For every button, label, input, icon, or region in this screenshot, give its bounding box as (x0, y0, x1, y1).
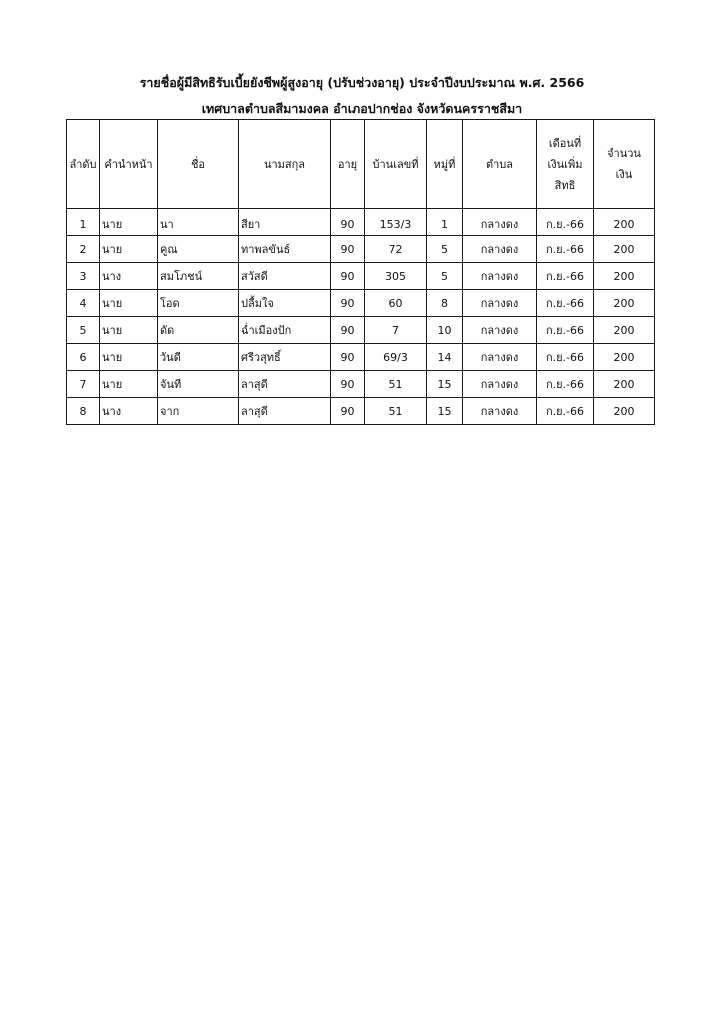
cell-house-no: 69/3 (365, 344, 427, 371)
cell-village: 5 (427, 263, 463, 290)
cell-first-name: คูณ (158, 236, 239, 263)
cell-last-name: ศรีวสุทธิ์ (239, 344, 331, 371)
cell-amount: 200 (594, 236, 655, 263)
cell-no: 6 (67, 344, 100, 371)
cell-amount: 200 (594, 263, 655, 290)
cell-last-name: สวัสดี (239, 263, 331, 290)
cell-no: 1 (67, 209, 100, 236)
header-age: อายุ (331, 120, 365, 209)
cell-no: 8 (67, 398, 100, 425)
cell-month: ก.ย.-66 (537, 290, 594, 317)
table-row (67, 344, 655, 371)
cell-age: 90 (331, 209, 365, 236)
table-row (67, 209, 655, 236)
cell-subdistrict: กลางดง (463, 317, 537, 344)
cell-first-name: จาก (158, 398, 239, 425)
cell-amount: 200 (594, 398, 655, 425)
cell-subdistrict: กลางดง (463, 263, 537, 290)
cell-age: 90 (331, 236, 365, 263)
cell-village: 14 (427, 344, 463, 371)
cell-house-no: 153/3 (365, 209, 427, 236)
header-no: ลำดับ (67, 120, 100, 209)
cell-first-name: จันที (158, 371, 239, 398)
cell-age: 90 (331, 290, 365, 317)
cell-prefix: นาย (100, 236, 158, 263)
cell-subdistrict: กลางดง (463, 209, 537, 236)
table-row (67, 317, 655, 344)
cell-amount: 200 (594, 290, 655, 317)
cell-village: 15 (427, 398, 463, 425)
cell-month: ก.ย.-66 (537, 344, 594, 371)
cell-amount: 200 (594, 371, 655, 398)
beneficiary-table (66, 119, 655, 425)
cell-village: 8 (427, 290, 463, 317)
cell-house-no: 60 (365, 290, 427, 317)
header-amount-line2: เงิน (615, 168, 633, 181)
cell-age: 90 (331, 371, 365, 398)
cell-prefix: นาย (100, 344, 158, 371)
header-last-name: นามสกุล (239, 120, 331, 209)
cell-last-name: สียา (239, 209, 331, 236)
cell-no: 3 (67, 263, 100, 290)
document-subtitle: เทศบาลตำบลสีมามงคล อำเภอปากช่อง จังหวัดนครราชสีมา (201, 101, 523, 116)
cell-no: 7 (67, 371, 100, 398)
table-row (67, 290, 655, 317)
cell-month: ก.ย.-66 (537, 398, 594, 425)
cell-prefix: นาง (100, 263, 158, 290)
header-prefix: คำนำหน้า (100, 120, 158, 209)
cell-subdistrict: กลางดง (463, 236, 537, 263)
cell-amount: 200 (594, 317, 655, 344)
cell-subdistrict: กลางดง (463, 344, 537, 371)
cell-village: 10 (427, 317, 463, 344)
cell-month: ก.ย.-66 (537, 209, 594, 236)
cell-month: ก.ย.-66 (537, 236, 594, 263)
cell-village: 1 (427, 209, 463, 236)
cell-prefix: นาง (100, 398, 158, 425)
cell-month: ก.ย.-66 (537, 371, 594, 398)
document-title: รายชื่อผู้มีสิทธิรับเบี้ยยังชีพผู้สูงอายุ (ปรับช่วงอายุ) ประจำปีงบประมาณ พ.ศ. 2566 (139, 75, 585, 90)
cell-age: 90 (331, 344, 365, 371)
header-amount (594, 120, 655, 209)
header-month-line1: เดือนที่ (548, 136, 582, 150)
table-header-row (67, 120, 655, 209)
cell-first-name: โอด (158, 290, 239, 317)
cell-month: ก.ย.-66 (537, 317, 594, 344)
cell-village: 5 (427, 236, 463, 263)
cell-age: 90 (331, 317, 365, 344)
cell-last-name: ปลื้มใจ (239, 290, 331, 317)
header-month-line2: เงินเพิ่ม (547, 157, 583, 171)
cell-no: 5 (67, 317, 100, 344)
cell-prefix: นาย (100, 371, 158, 398)
cell-amount: 200 (594, 209, 655, 236)
cell-first-name: นา (158, 209, 239, 236)
cell-house-no: 72 (365, 236, 427, 263)
cell-first-name: วันดี (158, 344, 239, 371)
cell-month: ก.ย.-66 (537, 263, 594, 290)
cell-village: 15 (427, 371, 463, 398)
cell-age: 90 (331, 263, 365, 290)
cell-prefix: นาย (100, 290, 158, 317)
cell-house-no: 305 (365, 263, 427, 290)
header-amount-line1: จำนวน (607, 147, 641, 160)
header-house-no: บ้านเลขที่ (365, 120, 427, 209)
header-village: หมู่ที่ (427, 120, 463, 209)
cell-prefix: นาย (100, 317, 158, 344)
table-row (67, 263, 655, 290)
header-subdistrict: ตำบล (463, 120, 537, 209)
cell-subdistrict: กลางดง (463, 398, 537, 425)
header-first-name: ชื่อ (158, 120, 239, 209)
cell-no: 2 (67, 236, 100, 263)
cell-subdistrict: กลางดง (463, 371, 537, 398)
cell-first-name: สมโภชน์ (158, 263, 239, 290)
cell-age: 90 (331, 398, 365, 425)
cell-house-no: 51 (365, 398, 427, 425)
cell-house-no: 51 (365, 371, 427, 398)
cell-no: 4 (67, 290, 100, 317)
cell-last-name: ฉ่ำเมืองปัก (239, 317, 331, 344)
table-row (67, 398, 655, 425)
cell-last-name: ลาสุดี (239, 371, 331, 398)
cell-house-no: 7 (365, 317, 427, 344)
cell-last-name: ทาพลขันธ์ (239, 236, 331, 263)
header-month (537, 120, 594, 209)
header-month-line3: สิทธิ (554, 178, 576, 192)
cell-subdistrict: กลางดง (463, 290, 537, 317)
cell-prefix: นาย (100, 209, 158, 236)
cell-last-name: ลาสุดี (239, 398, 331, 425)
table-row (67, 371, 655, 398)
cell-amount: 200 (594, 344, 655, 371)
cell-first-name: ดัด (158, 317, 239, 344)
table-row (67, 236, 655, 263)
